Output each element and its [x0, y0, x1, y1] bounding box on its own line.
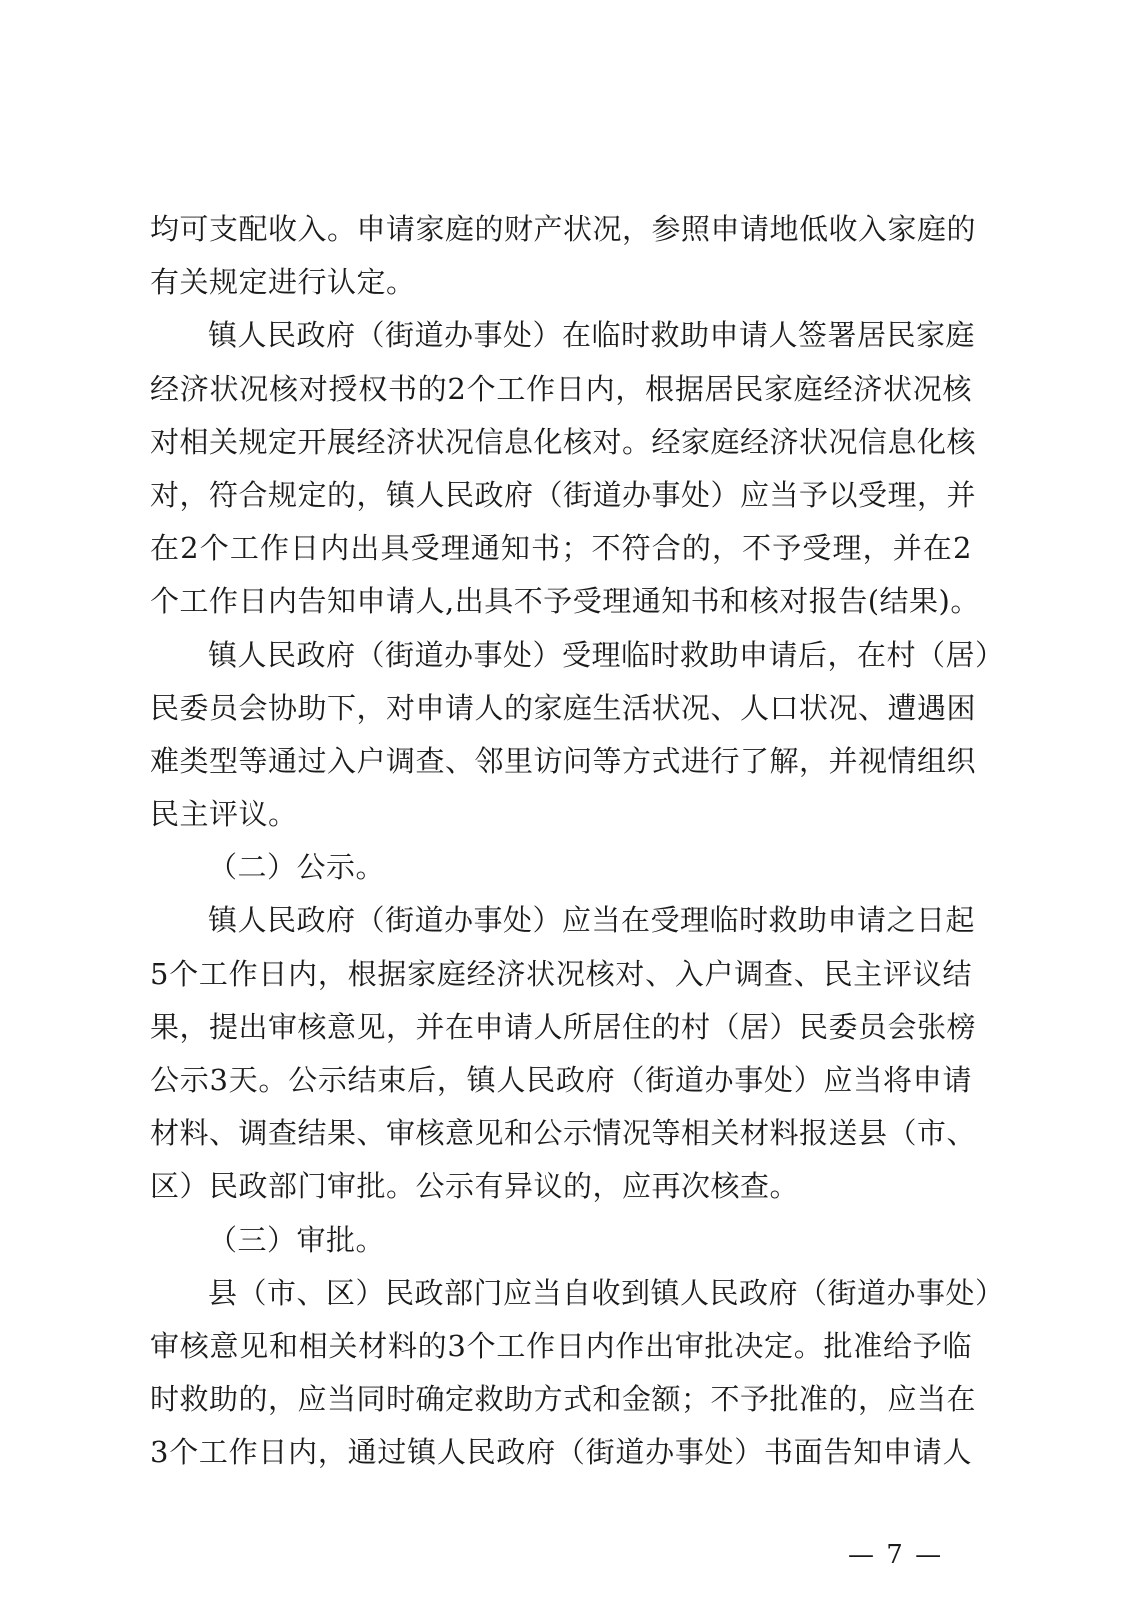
text-line: 在2个工作日内出具受理通知书；不符合的，不予受理，并在2	[150, 531, 972, 566]
text-line: 材料、调查结果、审核意见和公示情况等相关材料报送县（市、	[150, 1116, 977, 1151]
text-line: 对相关规定开展经济状况信息化核对。经家庭经济状况信息化核	[150, 424, 977, 459]
section-heading: （三）审批。	[208, 1222, 386, 1257]
text-line: 公示3天。公示结束后，镇人民政府（街道办事处）应当将申请	[150, 1063, 972, 1097]
body-text	[150, 203, 1005, 1480]
page-number: — 7 —	[848, 1540, 944, 1570]
text-line: 经济状况核对授权书的2个工作日内，根据居民家庭经济状况核	[150, 371, 972, 406]
text-line: 镇人民政府（街道办事处）受理临时救助申请后，在村（居）	[208, 637, 1005, 672]
text-line: 区）民政部门审批。公示有异议的，应再次核查。	[150, 1169, 800, 1204]
text-line: 民主评议。	[150, 797, 298, 832]
text-line: 5个工作日内，根据家庭经济状况核对、入户调查、民主评议结	[150, 956, 972, 991]
text-line: 均可支配收入。申请家庭的财产状况，参照申请地低收入家庭的	[150, 212, 977, 246]
text-line: 镇人民政府（街道办事处）在临时救助申请人签署居民家庭	[208, 318, 976, 353]
text-line: 果，提出审核意见，并在申请人所居住的村（居）民委员会张榜	[150, 1009, 977, 1044]
text-line: 个工作日内告知申请人,出具不予受理通知书和核对报告(结果)。	[150, 584, 980, 619]
text-line: 3个工作日内，通过镇人民政府（街道办事处）书面告知申请人	[150, 1435, 972, 1470]
text-line: 时救助的，应当同时确定救助方式和金额；不予批准的，应当在	[150, 1382, 977, 1417]
text-line: 审核意见和相关材料的3个工作日内作出审批决定。批准给予临	[150, 1328, 972, 1363]
text-line: 难类型等通过入户调查、邻里访问等方式进行了解，并视情组织	[150, 743, 977, 778]
text-line: 县（市、区）民政部门应当自收到镇人民政府（街道办事处）	[208, 1275, 1005, 1310]
section-heading: （二）公示。	[208, 850, 386, 885]
text-line: 有关规定进行认定。	[150, 265, 416, 300]
text-line: 镇人民政府（街道办事处）应当在受理临时救助申请之日起	[208, 903, 976, 938]
text-line: 对，符合规定的，镇人民政府（街道办事处）应当予以受理，并	[150, 477, 977, 512]
text-line: 民委员会协助下，对申请人的家庭生活状况、人口状况、遭遇困	[150, 690, 977, 725]
